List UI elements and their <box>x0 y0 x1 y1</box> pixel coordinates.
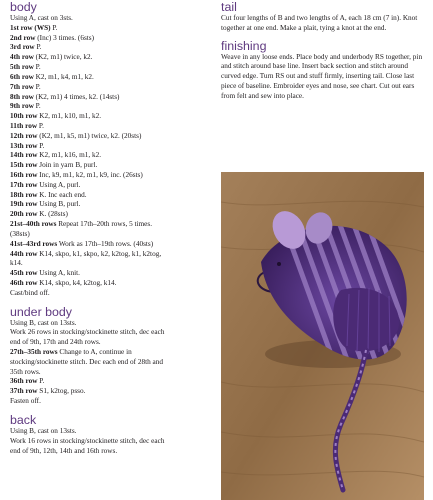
row-instruction: Using B, cast on 13sts. <box>10 318 77 327</box>
row-instruction: 35th rows. <box>10 367 41 376</box>
row-instruction: Fasten off. <box>10 397 41 406</box>
row-instruction: K14, skpo, k4, k2tog, k14. <box>37 278 117 287</box>
row-label: 41st–43rd rows <box>10 239 58 248</box>
pattern-row <box>10 358 218 368</box>
row-instruction: P. <box>33 82 41 91</box>
pattern-row <box>10 151 218 161</box>
body-rows <box>10 24 218 299</box>
tail-heading: tail <box>221 0 237 14</box>
under-body-heading: under body <box>10 304 73 319</box>
pattern-row <box>10 24 218 34</box>
row-label: 3rd row <box>10 43 35 52</box>
row-label: 4th row <box>10 53 34 62</box>
pattern-row <box>10 250 218 260</box>
pattern-row <box>10 63 218 73</box>
pattern-row <box>10 437 218 447</box>
pattern-row <box>10 348 218 358</box>
row-instruction: K. (28sts) <box>37 210 68 219</box>
row-label: 45th row <box>10 269 38 278</box>
row-instruction: Using B, cast on 13sts. <box>10 426 77 435</box>
pattern-row <box>10 83 218 93</box>
row-instruction: Repeat 17th–20th rows, 5 times. <box>56 220 153 229</box>
row-instruction: K14, skpo, k1, skpo, k2, k2tog, k1, k2tog, <box>37 249 162 258</box>
row-instruction: Using A, knit. <box>37 269 80 278</box>
pattern-row <box>10 210 218 220</box>
row-instruction: Change to A, continue in <box>57 348 132 356</box>
row-label: 16th row <box>10 171 38 179</box>
row-instruction: (38sts) <box>10 229 30 238</box>
row-label: 20th row <box>10 210 38 219</box>
row-instruction: Join in yarn B, purl. <box>37 161 98 170</box>
row-instruction: P. <box>37 377 45 386</box>
finishing-text: Weave in any loose ends. Place body and underbody RS together, pin and stitch around base line. Insert back section and stitch around curved edge. Turn RS out and stuff firmly, inserting tail. Close last piece of baseline. Embroider eyes and nose, see chart. Cut out ears from felt and sew into place. <box>221 52 423 100</box>
row-label: 36th row <box>10 377 38 386</box>
row-instruction: P. <box>33 102 41 111</box>
row-instruction: K2, m1, k16, m1, k2. <box>37 151 102 160</box>
pattern-row <box>10 34 218 44</box>
row-instruction: end of 9th, 17th and 24th rows. <box>10 338 101 347</box>
row-instruction: Using B, purl. <box>37 200 81 209</box>
row-label: 14th row <box>10 151 38 160</box>
pattern-row <box>10 93 218 103</box>
row-instruction: P. <box>50 23 58 32</box>
row-label: 2nd row <box>10 33 36 42</box>
row-label: 6th row <box>10 72 34 81</box>
under-body-rows <box>10 319 218 407</box>
pattern-row <box>10 181 218 191</box>
row-instruction: Cast/bind off. <box>10 288 50 297</box>
pattern-row <box>10 191 218 201</box>
row-instruction: P. <box>37 141 45 150</box>
pattern-row <box>10 122 218 132</box>
row-instruction: (K2, m1, k5, m1) twice, k2. (20sts) <box>37 131 142 140</box>
row-instruction: S1, k2tog, psso. <box>37 387 86 396</box>
pattern-row <box>10 142 218 152</box>
row-instruction: K2, m1, k4, m1, k2. <box>33 72 94 81</box>
pattern-row <box>10 328 218 338</box>
row-instruction: end of 9th, 12th, 14th and 16th rows. <box>10 446 118 455</box>
row-label: 9th row <box>10 102 34 111</box>
row-instruction: P. <box>37 121 44 130</box>
body-intro: Using A, cast on 3sts. <box>10 14 73 22</box>
pattern-row <box>10 200 218 210</box>
pattern-row <box>10 240 218 250</box>
row-instruction: Work as 17th–19th rows. (40sts) <box>57 239 154 248</box>
row-label: 7th row <box>10 82 34 91</box>
row-label: 11th row <box>10 121 38 130</box>
pattern-row <box>10 161 218 171</box>
pattern-row <box>10 230 218 240</box>
row-label: 5th row <box>10 63 34 72</box>
pattern-row <box>10 319 218 329</box>
pattern-row <box>10 269 218 279</box>
row-label: 46th row <box>10 278 38 287</box>
pattern-row <box>10 259 218 269</box>
row-instruction: K2, m1, k10, m1, k2. <box>37 112 102 121</box>
row-label: 27th–35th rows <box>10 348 58 356</box>
row-instruction: (Inc) 3 times. (6sts) <box>35 33 95 42</box>
row-instruction: Using A, purl. <box>37 180 81 189</box>
back-heading: back <box>10 412 37 427</box>
row-instruction: Work 26 rows in stocking/stockinette stitch, dec each <box>10 328 165 337</box>
row-label: 12th row <box>10 131 38 140</box>
row-instruction: Work 16 rows in stocking/stockinette stitch, dec each <box>10 436 165 445</box>
pattern-row <box>10 112 218 122</box>
row-label: 13th row <box>10 141 38 150</box>
mouse-eye <box>277 262 281 266</box>
row-label: 44th row <box>10 249 38 258</box>
row-instruction: P. <box>34 43 42 52</box>
back-rows <box>10 427 218 456</box>
knitted-mouse-photo <box>221 172 424 500</box>
row-label: 17th row <box>10 180 38 189</box>
row-instruction: P. <box>33 63 41 72</box>
tail-text: Cut four lengths of B and two lengths of A, each 18 cm (7 in). Knot together at one end. Make a plait, tying a knot at the end. <box>221 14 418 32</box>
pattern-row <box>10 427 218 437</box>
pattern-row <box>10 387 218 397</box>
pattern-row <box>10 289 218 299</box>
pattern-row <box>10 43 218 53</box>
pattern-row <box>10 338 218 348</box>
row-label: 21st–40th rows <box>10 220 57 229</box>
row-instruction: (K2, m1) 4 times, k2. (14sts) <box>33 92 120 101</box>
pattern-row <box>10 171 218 181</box>
pattern-row <box>10 279 218 289</box>
pattern-row <box>10 447 218 457</box>
row-instruction: (K2, m1) twice, k2. <box>33 53 93 62</box>
body-heading: body <box>10 0 37 14</box>
pattern-row <box>10 102 218 112</box>
right-column <box>221 0 429 102</box>
pattern-row <box>10 397 218 407</box>
finishing-heading: finishing <box>221 38 267 53</box>
row-instruction: Inc, k9, m1, k2, m1, k9, inc. (26sts) <box>37 171 143 179</box>
pattern-row <box>10 53 218 63</box>
row-label: 15th row <box>10 161 38 170</box>
pattern-row <box>10 368 218 378</box>
row-label: 37th row <box>10 387 38 396</box>
row-label: 10th row <box>10 112 38 121</box>
row-instruction: K. Inc each end. <box>37 190 87 199</box>
left-column <box>10 0 218 456</box>
pattern-row <box>10 377 218 387</box>
row-label: 1st row (WS) <box>10 23 51 32</box>
row-label: 19th row <box>10 200 38 209</box>
pattern-row <box>10 220 218 230</box>
pattern-row <box>10 73 218 83</box>
row-instruction: stocking/stockinette stitch. Dec each end of 28th and <box>10 357 164 366</box>
row-label: 18th row <box>10 190 38 199</box>
row-instruction: k14. <box>10 259 23 268</box>
row-label: 8th row <box>10 92 34 101</box>
pattern-row <box>10 132 218 142</box>
